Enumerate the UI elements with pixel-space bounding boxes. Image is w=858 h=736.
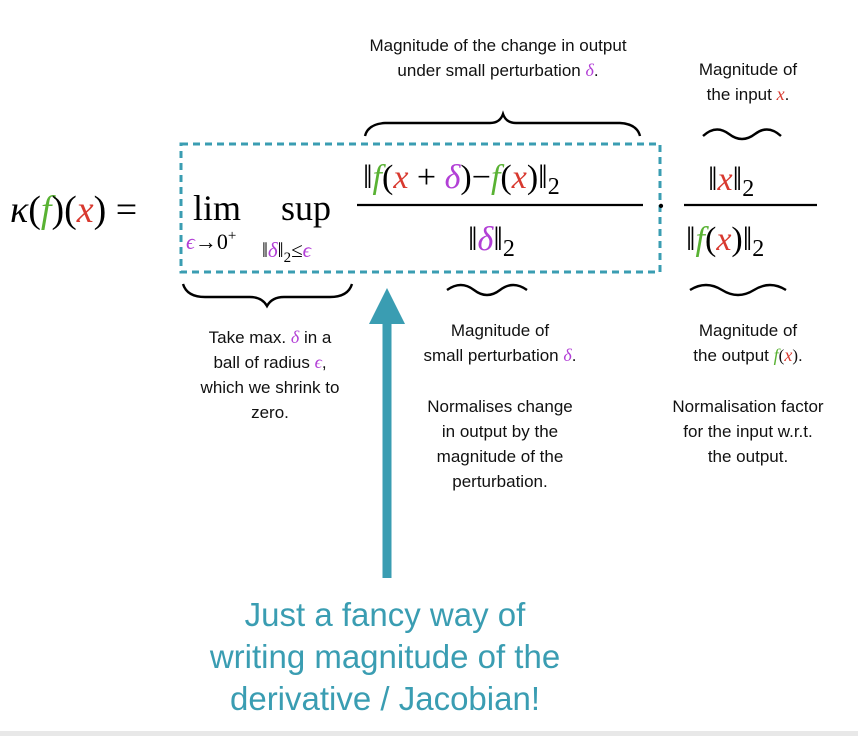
callout-line3: derivative / Jacobian! bbox=[229, 680, 540, 717]
annotation-change-output-line2: under small perturbation δ. bbox=[397, 60, 599, 80]
annotation-perturbation-para3: magnitude of the bbox=[436, 447, 564, 466]
formula-sup-subscript: $‖\delta‖_2\le\epsilon$ bbox=[262, 238, 312, 266]
bottom-divider bbox=[0, 731, 858, 736]
formula-denominator: ‖δ‖2 bbox=[468, 221, 515, 262]
annotation-input-magnitude bbox=[668, 57, 828, 107]
annotation-take-max-line4: zero. bbox=[251, 403, 289, 422]
tilde-input bbox=[703, 129, 781, 139]
annotation-take-max bbox=[170, 325, 370, 425]
annotation-perturbation-para2: in output by the bbox=[441, 422, 559, 441]
annotation-take-max-line2: ball of radius ϵ, bbox=[213, 352, 327, 372]
annotation-input-line2: the input x. bbox=[706, 84, 790, 104]
annotation-perturbation-line1: Magnitude of bbox=[450, 321, 550, 340]
formula-lhs: κ(f)(x) = bbox=[10, 189, 138, 231]
formula-cdot: · bbox=[655, 186, 667, 226]
annotation-perturbation-magnitude bbox=[395, 318, 605, 494]
formula-output-norm: ‖f(x)‖2 bbox=[686, 221, 765, 262]
annotation-output-para1: Normalisation factor bbox=[672, 397, 824, 416]
annotation-output-line1: Magnitude of bbox=[698, 321, 798, 340]
annotation-output-line2: the output f(x). bbox=[693, 345, 803, 365]
annotation-take-max-line3: which we shrink to bbox=[200, 378, 340, 397]
tilde-perturbation bbox=[447, 285, 527, 295]
callout-line1: Just a fancy way of bbox=[244, 596, 526, 633]
underbrace-limsup bbox=[183, 284, 352, 306]
annotation-output-para2: for the input w.r.t. bbox=[683, 422, 813, 441]
annotation-input-line1: Magnitude of bbox=[698, 60, 798, 79]
formula-input-norm: ‖x‖2 bbox=[708, 161, 755, 202]
annotation-perturbation-para1: Normalises change bbox=[427, 397, 573, 416]
annotation-output-para3: the output. bbox=[707, 447, 789, 466]
formula-lim-subscript: ϵ→0+ bbox=[186, 228, 237, 254]
formula-lim: lim bbox=[193, 188, 242, 228]
formula-sup: sup bbox=[281, 188, 332, 228]
overbrace-numerator bbox=[365, 114, 640, 136]
tilde-output bbox=[690, 285, 786, 295]
annotation-perturbation-line2: small perturbation δ. bbox=[423, 345, 577, 365]
annotation-change-output bbox=[328, 33, 668, 83]
annotation-perturbation-para4: perturbation. bbox=[452, 472, 548, 491]
callout-line2: writing magnitude of the bbox=[209, 638, 561, 675]
annotation-output-magnitude bbox=[645, 318, 851, 469]
callout-text bbox=[120, 594, 650, 720]
annotation-change-output-line1: Magnitude of the change in output bbox=[369, 36, 627, 55]
annotation-take-max-line1: Take max. δ in a bbox=[208, 327, 332, 347]
formula-numerator: ‖f(x + δ)−f(x)‖2 bbox=[363, 159, 560, 200]
